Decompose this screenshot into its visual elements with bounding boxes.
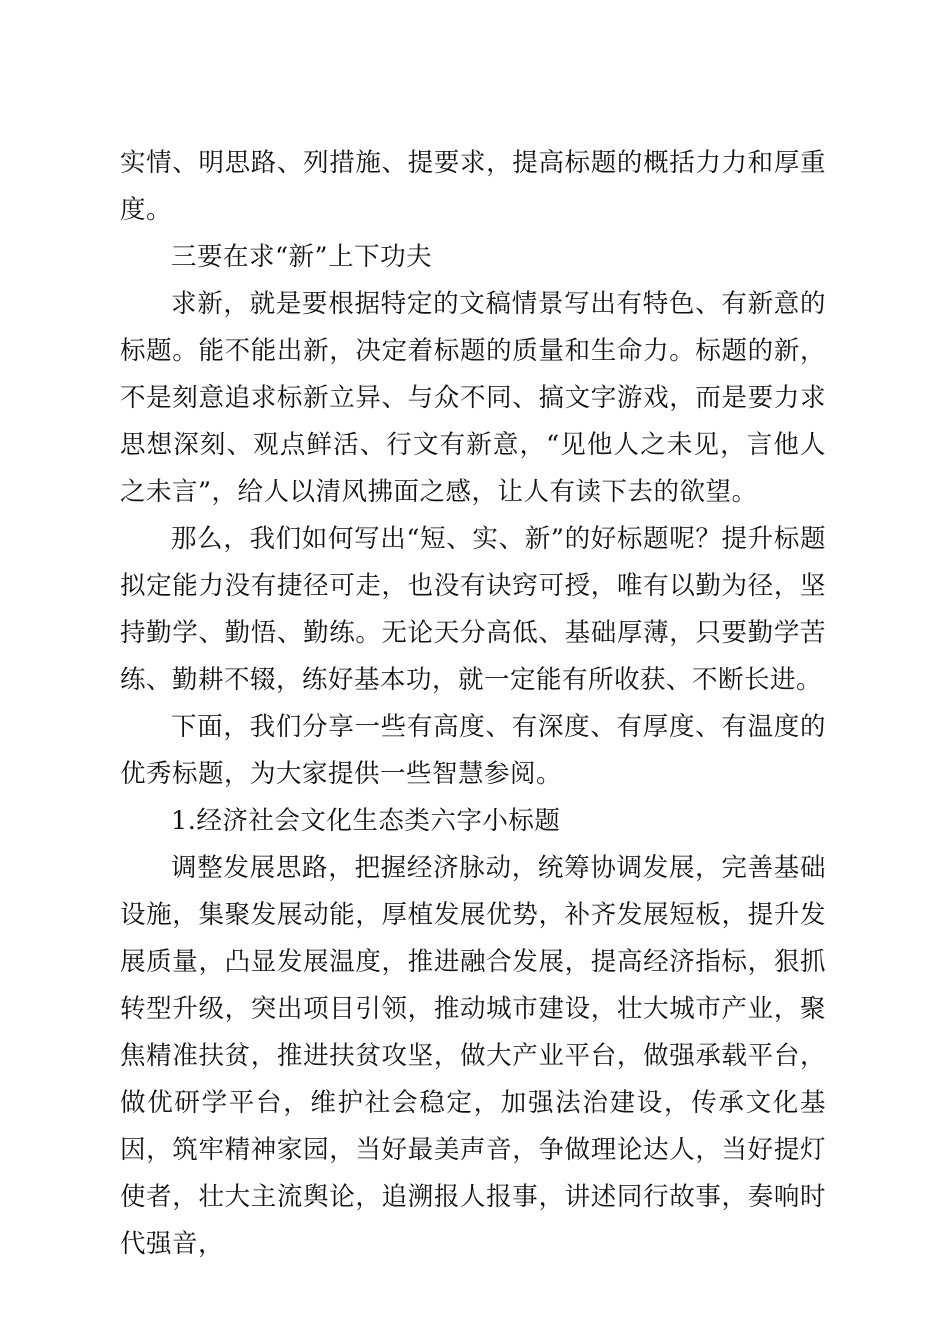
paragraph-share-titles: 下面，我们分享一些有高度、有深度、有厚度、有温度的优秀标题，为大家提供一些智慧参阅。 <box>120 712 826 789</box>
paragraph-title-list: 调整发展思路，把握经济脉动，统筹协调发展，完善基础设施，集聚发展动能，厚植发展优势，补齐发展短板，提升发展质量，凸显发展温度，推进融合发展，提高经济指标，狠抓转型升级，突出项目引领，推动城市建设，壮大城市产业，聚焦精准扶贫，推进扶贫攻坚，做大产业平台，做强承载平台，做优研学平台，维护社会稳定，加强法治建设，传承文化基因，筑牢精神家园，当好最美声音，争做理论达人，当好提灯使者，壮大主流舆论，追溯报人报事，讲述同行故事，奏响时代强音， <box>120 853 826 1259</box>
paragraph-how-to-write: 那么，我们如何写出“短、实、新”的好标题呢？提升标题拟定能力没有捷径可走，也没有诀窍可授，唯有以勤为径，坚持勤学、勤悟、勤练。无论天分高低、基础厚薄，只要勤学苦练、勤耕不辍，练好基本功，就一定能有所收获、不断长进。 <box>120 524 826 695</box>
paragraph-qiuxin: 求新，就是要根据特定的文稿情景写出有特色、有新意的标题。能不能出新，决定着标题的质量和生命力。标题的新，不是刻意追求标新立异、与众不同、搞文字游戏，而是要力求思想深刻、观点鲜活、行文有新意，“见他人之未见，言他人之未言”，给人以清风拂面之感，让人有读下去的欲望。 <box>120 289 826 507</box>
document-body <box>120 140 826 1268</box>
paragraph-continuation: 实情、明思路、列措施、提要求，提高标题的概括力力和厚重度。 <box>120 148 826 225</box>
section-heading-three: 三要在求“新”上下功夫 <box>171 242 433 272</box>
subheading-category-one: 1.经济社会文化生态类六字小标题 <box>171 806 561 836</box>
